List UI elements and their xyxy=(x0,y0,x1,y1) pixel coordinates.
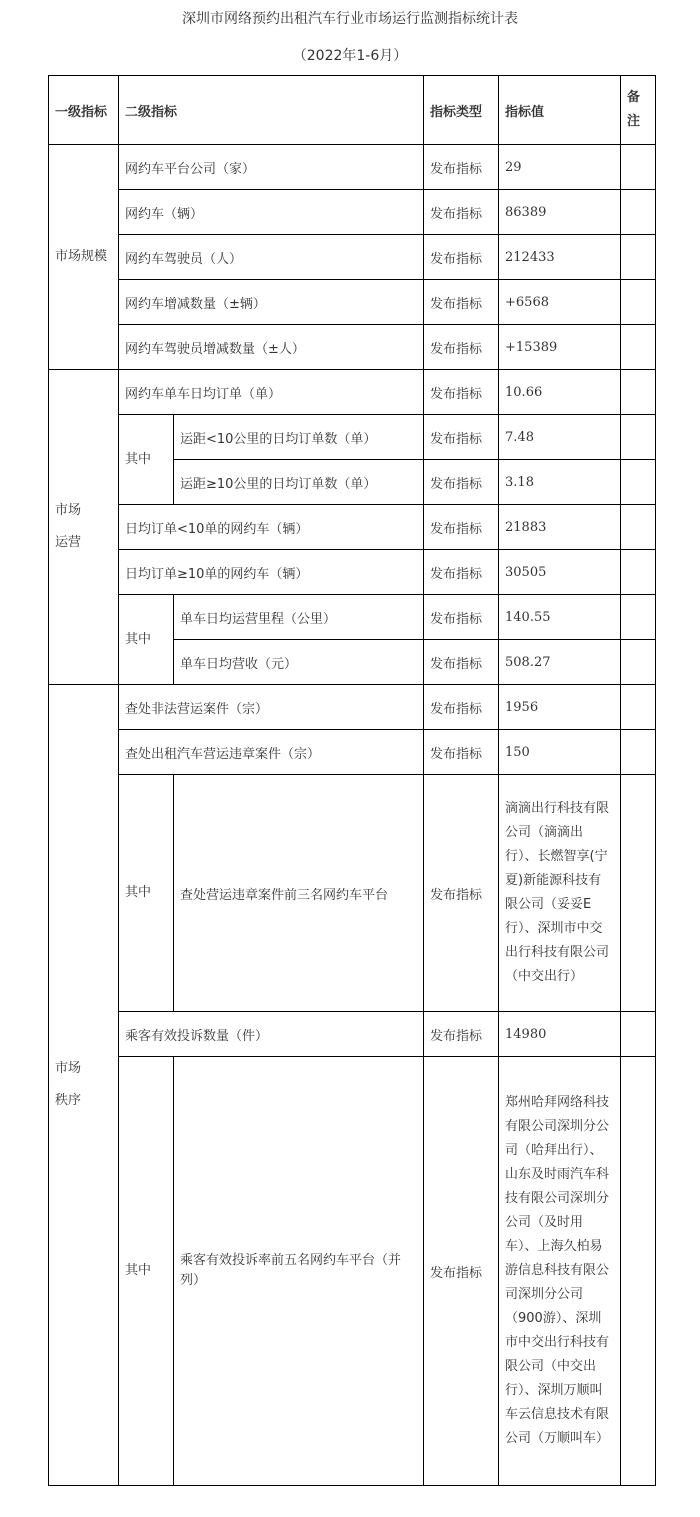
indicator-type: 发布指标 xyxy=(424,415,499,460)
indicator-name: 查处非法营运案件（宗） xyxy=(119,685,424,730)
indicator-name: 日均订单≥10单的网约车（辆） xyxy=(119,550,424,595)
remark-cell xyxy=(621,280,656,325)
indicator-type: 发布指标 xyxy=(424,595,499,640)
indicator-type: 发布指标 xyxy=(424,370,499,415)
indicator-value: 郑州哈拜网络科技有限公司深圳分公司（哈拜出行）、山东及时雨汽车科技有限公司深圳分公司（及时用车）、上海久柏易游信息科技有限公司深圳分公司（900游）、深圳市中交出行科技有限公司（中交出行）、深圳万顺叫车云信息技术有限公司（万顺叫车） xyxy=(499,1057,621,1486)
remark-cell xyxy=(621,460,656,505)
indicator-name: 运距≥10公里的日均订单数（单） xyxy=(174,460,424,505)
indicator-type: 发布指标 xyxy=(424,190,499,235)
indicator-value: 14980 xyxy=(499,1012,621,1057)
table-row xyxy=(49,235,656,280)
indicator-value: +6568 xyxy=(499,280,621,325)
header-type: 指标类型 xyxy=(424,76,499,145)
indicator-value: 140.55 xyxy=(499,595,621,640)
indicator-name: 日均订单<10单的网约车（辆） xyxy=(119,505,424,550)
remark-cell xyxy=(621,685,656,730)
indicator-value: 3.18 xyxy=(499,460,621,505)
qizhong-label: 其中 xyxy=(119,1057,174,1486)
indicator-value: 150 xyxy=(499,730,621,775)
header-value: 指标值 xyxy=(499,76,621,145)
remark-cell xyxy=(621,145,656,190)
table-row xyxy=(49,505,656,550)
indicator-name: 网约车增减数量（±辆） xyxy=(119,280,424,325)
remark-cell xyxy=(621,775,656,1012)
table-row xyxy=(49,370,656,415)
table-row xyxy=(49,190,656,235)
table-row xyxy=(49,415,656,460)
indicator-name: 运距<10公里的日均订单数（单） xyxy=(174,415,424,460)
indicator-type: 发布指标 xyxy=(424,730,499,775)
indicator-name: 网约车（辆） xyxy=(119,190,424,235)
remark-cell xyxy=(621,235,656,280)
table-row xyxy=(49,685,656,730)
indicator-type: 发布指标 xyxy=(424,1057,499,1486)
table-row xyxy=(49,1012,656,1057)
indicator-type: 发布指标 xyxy=(424,325,499,370)
indicator-name: 单车日均运营里程（公里） xyxy=(174,595,424,640)
table-row xyxy=(49,730,656,775)
indicator-type: 发布指标 xyxy=(424,280,499,325)
remark-cell xyxy=(621,550,656,595)
indicator-value: 7.48 xyxy=(499,415,621,460)
header-level1: 一级指标 xyxy=(49,76,119,145)
indicator-value: 10.66 xyxy=(499,370,621,415)
remark-cell xyxy=(621,415,656,460)
indicator-name: 网约车驾驶员（人） xyxy=(119,235,424,280)
remark-cell xyxy=(621,505,656,550)
indicator-name: 查处出租汽车营运违章案件（宗） xyxy=(119,730,424,775)
indicator-type: 发布指标 xyxy=(424,1012,499,1057)
indicator-value: +15389 xyxy=(499,325,621,370)
remark-cell xyxy=(621,595,656,640)
indicator-value: 滴滴出行科技有限公司（滴滴出行）、长燃智享(宁夏)新能源科技有限公司（妥妥E行）、深圳市中交出行科技有限公司（中交出行） xyxy=(499,775,621,1012)
indicator-value: 212433 xyxy=(499,235,621,280)
table-row xyxy=(49,595,656,640)
indicator-type: 发布指标 xyxy=(424,640,499,685)
qizhong-label: 其中 xyxy=(119,775,174,1012)
indicator-name: 乘客有效投诉率前五名网约车平台（并列） xyxy=(174,1057,424,1486)
table-row xyxy=(49,280,656,325)
indicator-name: 网约车驾驶员增减数量（±人） xyxy=(119,325,424,370)
indicator-type: 发布指标 xyxy=(424,460,499,505)
header-level2: 二级指标 xyxy=(119,76,424,145)
table-header-row xyxy=(49,76,656,145)
remark-cell xyxy=(621,1012,656,1057)
indicator-type: 发布指标 xyxy=(424,145,499,190)
remark-cell xyxy=(621,730,656,775)
indicator-value: 21883 xyxy=(499,505,621,550)
indicator-value: 30505 xyxy=(499,550,621,595)
page-subtitle: （2022年1-6月） xyxy=(292,48,408,64)
page-title: 深圳市网络预约出租汽车行业市场运行监测指标统计表 xyxy=(182,11,518,27)
indicator-type: 发布指标 xyxy=(424,775,499,1012)
category-operation-label: 市场运营 xyxy=(55,503,82,550)
indicator-name: 乘客有效投诉数量（件） xyxy=(119,1012,424,1057)
indicator-value: 86389 xyxy=(499,190,621,235)
table-row xyxy=(49,550,656,595)
category-operation xyxy=(49,370,119,685)
remark-cell xyxy=(621,640,656,685)
table-row xyxy=(49,1057,656,1486)
indicator-type: 发布指标 xyxy=(424,505,499,550)
indicator-type: 发布指标 xyxy=(424,685,499,730)
indicator-table xyxy=(48,75,656,1486)
qizhong-label: 其中 xyxy=(119,415,174,505)
header-remark: 备注 xyxy=(621,76,656,145)
qizhong-label: 其中 xyxy=(119,595,174,685)
indicator-value: 1956 xyxy=(499,685,621,730)
category-scale: 市场规模 xyxy=(49,145,119,370)
indicator-name: 查处营运违章案件前三名网约车平台 xyxy=(174,775,424,1012)
indicator-type: 发布指标 xyxy=(424,550,499,595)
indicator-value: 508.27 xyxy=(499,640,621,685)
remark-cell xyxy=(621,1057,656,1486)
category-order-label: 市场秩序 xyxy=(55,1061,82,1108)
table-row xyxy=(49,775,656,1012)
indicator-type: 发布指标 xyxy=(424,235,499,280)
indicator-name: 单车日均营收（元） xyxy=(174,640,424,685)
table-row xyxy=(49,145,656,190)
indicator-name: 网约车平台公司（家） xyxy=(119,145,424,190)
remark-cell xyxy=(621,370,656,415)
indicator-value: 29 xyxy=(499,145,621,190)
remark-cell xyxy=(621,325,656,370)
table-row xyxy=(49,325,656,370)
indicator-name: 网约车单车日均订单（单） xyxy=(119,370,424,415)
remark-cell xyxy=(621,190,656,235)
category-order xyxy=(49,685,119,1486)
